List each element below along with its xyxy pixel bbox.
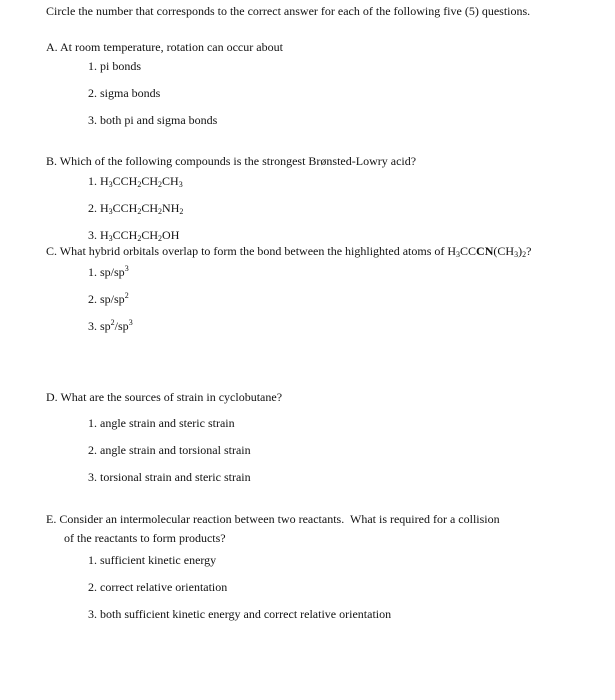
question-b-option-2[interactable]: 2. $H_3CCH_2CH_2NH_2$ bbox=[88, 201, 184, 216]
question-e-line-1: E. Consider an intermolecular reaction between two reactants. What is required for a collision bbox=[46, 512, 500, 526]
question-c-option-3[interactable]: 3. $sp^2/sp^3$ bbox=[88, 318, 133, 333]
question-e-option-1[interactable]: 1. sufficient kinetic energy bbox=[88, 553, 217, 567]
question-a-option-3[interactable]: 3. both pi and sigma bonds bbox=[88, 113, 218, 127]
question-d-option-3[interactable]: 3. torsional strain and steric strain bbox=[88, 470, 251, 484]
question-a: A. At room temperature, rotation can occur about bbox=[46, 40, 283, 54]
question-a-option-2[interactable]: 2. sigma bonds bbox=[88, 86, 161, 100]
question-e-option-2[interactable]: 2. correct relative orientation bbox=[88, 580, 228, 594]
question-c: C. What hybrid orbitals overlap to form the bond between the highlighted atoms of $H_3CCCN(CH_3)_2$? bbox=[46, 244, 532, 259]
question-d-option-1[interactable]: 1. angle strain and steric strain bbox=[88, 416, 235, 430]
question-d: D. What are the sources of strain in cyclobutane? bbox=[46, 390, 283, 404]
question-b: B. Which of the following compounds is the strongest Brønsted-Lowry acid? bbox=[46, 154, 417, 168]
question-a-option-1[interactable]: 1. pi bonds bbox=[88, 59, 142, 73]
question-b-option-1[interactable]: 1. $H_3CCH_2CH_2CH_3$ bbox=[88, 174, 183, 189]
question-c-option-1[interactable]: 1. $sp/sp^3$ bbox=[88, 264, 129, 279]
question-d-option-2[interactable]: 2. angle strain and torsional strain bbox=[88, 443, 251, 457]
question-e-option-3[interactable]: 3. both sufficient kinetic energy and correct relative orientation bbox=[88, 607, 392, 621]
instructions: Circle the number that corresponds to the correct answer for each of the following five (5) questions. bbox=[46, 4, 531, 18]
question-e-line-2: of the reactants to form products? bbox=[64, 531, 226, 545]
question-c-option-2[interactable]: 2. $sp/sp^2$ bbox=[88, 291, 129, 306]
question-b-option-3[interactable]: 3. $H_3CCH_2CH_2OH$ bbox=[88, 228, 180, 243]
